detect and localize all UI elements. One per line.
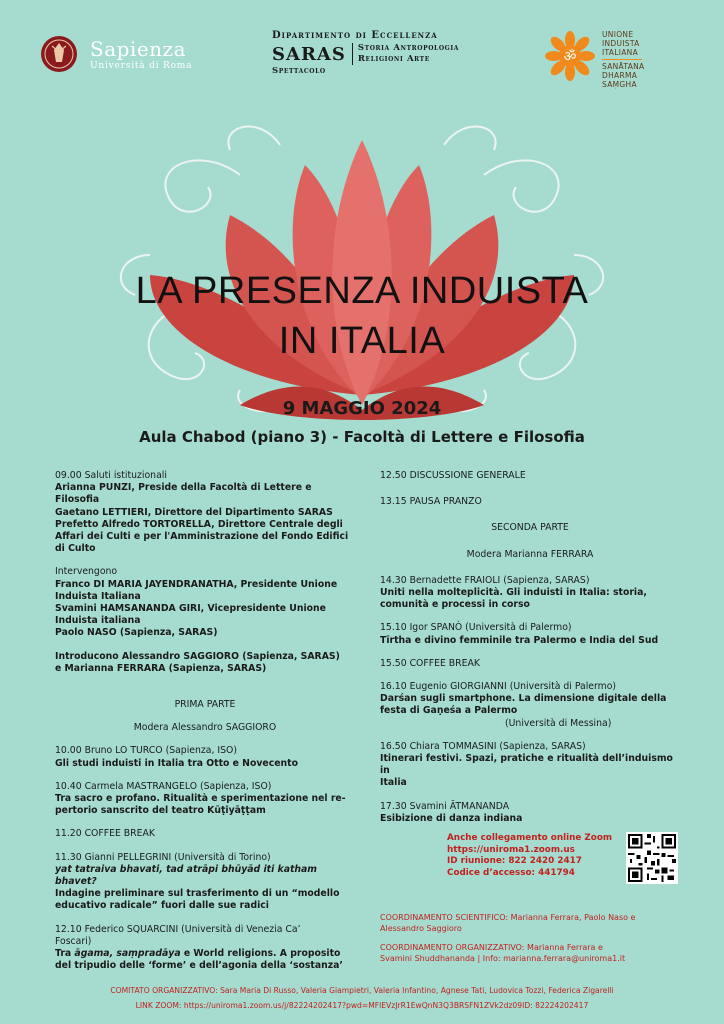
program-line: Gaetano LETTIERI, Direttore del Dipartimento SARAS: [55, 506, 333, 518]
dept-line-2: Religioni Arte: [357, 54, 430, 64]
dept-line-1: Storia Antropologia: [357, 43, 460, 53]
program-text: e World religions. A proposito: [180, 948, 341, 960]
uii-line-3: ITALIANA: [602, 48, 639, 57]
program-line: di Culto: [55, 543, 96, 555]
program-line: Svamini HAMSANANDA GIRI, Vicepresidente Unione: [55, 603, 326, 615]
program-line: Indagine preliminare sul trasferimento di un “modello: [55, 888, 340, 900]
program-line: Darśan sugli smartphone. La dimensione digitale della: [380, 693, 667, 705]
program-line: Gli studi induisti in Italia tra Otto e Novecento: [55, 757, 298, 769]
program-block-speakers: [55, 566, 355, 639]
uii-line-4: SANĀTANA: [602, 62, 645, 71]
program-block-1610: [380, 681, 680, 730]
zoom-full-link[interactable]: LINK ZOOM: https://uniroma1.zoom.us/j/82224202417?pwd=MFlEVzJrR1EwQnN3Q3BRSFN1ZVk2dz09ID: 82224202417: [135, 1001, 589, 1010]
program-line: Induista Italiana: [55, 590, 141, 602]
coord-line: COORDINAMENTO ORGANIZZATIVO: Marianna Ferrara e: [380, 943, 603, 952]
lotus-illustration: [90, 105, 634, 425]
program-block-1000: [55, 745, 355, 769]
program-line: Tīrtha e divino femminile tra Palermo e India del Sud: [380, 634, 659, 646]
program-line: 16.50 Chiara TOMMASINI (Sapienza, SARAS): [380, 740, 586, 752]
program-block-1130: [55, 852, 355, 913]
dept-title: Dipartimento di Eccellenza: [272, 30, 438, 41]
coord-line: Alessandro Saggioro: [380, 924, 462, 933]
program-line: Itinerari festivi. Spazi, pratiche e ritualità dell’induismo in: [380, 753, 673, 777]
event-date: 9 MAGGIO 2024: [282, 398, 442, 419]
online-info: [447, 833, 612, 879]
zoom-link[interactable]: https://uniroma1.zoom.us: [447, 844, 575, 855]
program-right-column: [380, 470, 680, 836]
program-line: 14.30 Bernadette FRAIOLI (Sapienza, SARAS): [380, 574, 590, 586]
coord-line: Svamini Shuddhananda | Info: marianna.ferrara@uniroma1.it: [380, 954, 626, 963]
om-symbol: ॐ: [563, 49, 577, 65]
section-heading-part-1: PRIMA PARTE: [174, 699, 236, 711]
program-line: del tripudio delle ‘forme’ e dell’agonia della ‘sostanza’: [55, 960, 343, 972]
program-block-1650: [380, 741, 680, 790]
event-title-line-1: LA PRESENZA INDUISTA: [135, 270, 589, 312]
program-line: 10.00 Bruno LO TURCO (Sapienza, ISO): [55, 745, 237, 757]
event-title-line-2: IN ITALIA: [278, 320, 446, 362]
saras-department-logo: [272, 30, 472, 76]
section-heading-part-2: SECONDA PARTE: [491, 522, 569, 534]
program-line: festa di Gaṇeśa a Palermo: [380, 705, 518, 717]
dept-line-3: Spettacolo: [272, 66, 326, 76]
program-block-1510: [380, 622, 680, 646]
program-block-1430: [380, 575, 680, 612]
program-text-italic: āgama, saṃpradāya: [74, 948, 181, 960]
sapienza-wordmark: [90, 38, 192, 72]
program-line: Paolo NASO (Sapienza, SARAS): [55, 627, 218, 639]
program-block-intro: [55, 651, 355, 675]
program-line: Uniti nella molteplicità. Gli induisti in Italia: storia,: [380, 587, 647, 599]
program-line: 10.40 Carmela MASTRANGELO (Sapienza, ISO): [55, 780, 272, 792]
uii-wordmark: [602, 30, 644, 89]
program-line: [55, 948, 355, 960]
program-line: educativo radicale” fuori dalle sue radici: [55, 900, 269, 912]
program-line: Introducono Alessandro SAGGIORO (Sapienza, SARAS): [55, 650, 340, 662]
online-line: Anche collegamento online Zoom: [447, 833, 613, 843]
meeting-id: ID riunione: 822 2420 2417: [447, 856, 582, 867]
program-line: 15.10 Igor SPANÒ (Università di Palermo): [380, 622, 572, 634]
program-line: comunità e processi in corso: [380, 599, 530, 611]
program-line: 12.10 Federico SQUARCINI (Università di Venezia Ca’: [55, 923, 301, 935]
sapienza-seal-icon: [40, 32, 78, 76]
uii-line-6: SAṂGHA: [602, 80, 637, 89]
program-line: Arianna PUNZI, Preside della Facoltà di Lettere e Filosofia: [55, 482, 312, 506]
event-venue: Aula Chabod (piano 3) - Facoltà di Lettere e Filosofia: [139, 428, 585, 446]
program-line: yat tatraiva bhavati, tad atrāpi bhūyād iti katham bhavet?: [55, 863, 317, 888]
program-block-1550: 15.50 COFFEE BREAK: [380, 657, 480, 669]
uii-line-5: DHARMA: [602, 71, 638, 80]
organizational-coordination: [380, 942, 680, 964]
program-block-1040: [55, 781, 355, 818]
program-line: 11.30 Gianni PELLEGRINI (Università di Torino): [55, 851, 271, 863]
program-block-1120: 11.20 COFFEE BREAK: [55, 828, 155, 840]
uii-line-1: UNIONE: [602, 30, 634, 39]
program-text: Tra: [55, 948, 75, 960]
program-block-1250: 12.50 DISCUSSIONE GENERALE: [380, 470, 526, 481]
program-block-1730: [380, 801, 680, 825]
program-line: 09.00 Saluti istituzionali: [55, 470, 167, 481]
sapienza-subtitle: Università di Roma: [90, 61, 193, 71]
scientific-coordination: [380, 912, 680, 934]
program-line: Foscari): [55, 935, 92, 947]
program-line: e Marianna FERRARA (Sapienza, SARAS): [55, 662, 267, 674]
dept-acronym: SARAS: [272, 43, 346, 65]
moderator-part-2: Modera Marianna FERRARA: [466, 548, 594, 560]
access-code: Codice d’accesso: 441794: [447, 867, 575, 878]
program-line: Esibizione di danza indiana: [380, 812, 523, 824]
sapienza-name: Sapienza: [90, 37, 187, 61]
program-block-1210: [55, 924, 355, 973]
organizing-committee: COMITATO ORGANIZZATIVO: Sara Maria Di Russo, Valeria Giampietri, Valeria Infantino, Agnese Tati, Ludovica Tozzi, Federica Zigarelli: [110, 986, 614, 995]
program-line: pertorio sanscrito del teatro Kūṭiyāṭṭam: [55, 805, 266, 817]
program-line: 16.10 Eugenio GIORGIANNI (Università di Palermo): [380, 681, 617, 693]
program-left-column: [55, 470, 355, 984]
program-line: Prefetto Alfredo TORTORELLA, Direttore Centrale degli: [55, 518, 343, 530]
header: [0, 0, 724, 100]
program-line: Induista italiana: [55, 615, 141, 627]
program-line: 17.30 Svamini ĀTMANANDA: [380, 800, 510, 812]
moderator-part-1: Modera Alessandro SAGGIORO: [133, 722, 277, 734]
program-block-welcome: [55, 470, 355, 555]
program-line: Italia: [380, 777, 407, 789]
qr-code-icon[interactable]: [626, 832, 678, 884]
uii-line-2: INDUISTA: [602, 39, 640, 48]
program-line: Franco DI MARIA JAYENDRANATHA, Presidente Unione: [55, 578, 338, 590]
program-block-1315: 13.15 PAUSA PRANZO: [380, 496, 482, 508]
om-lotus-logo-icon: [544, 30, 596, 82]
program-line: Tra sacro e profano. Ritualità e sperimentazione nel re-: [55, 793, 346, 805]
program-line: Affari dei Culti e per l'Amministrazione del Fondo Edifici: [55, 531, 349, 543]
coord-line: COORDINAMENTO SCIENTIFICO: Marianna Ferrara, Paolo Naso e: [380, 913, 636, 922]
program-line: Intervengono: [55, 566, 118, 578]
program-line: (Università di Messina): [505, 717, 612, 729]
